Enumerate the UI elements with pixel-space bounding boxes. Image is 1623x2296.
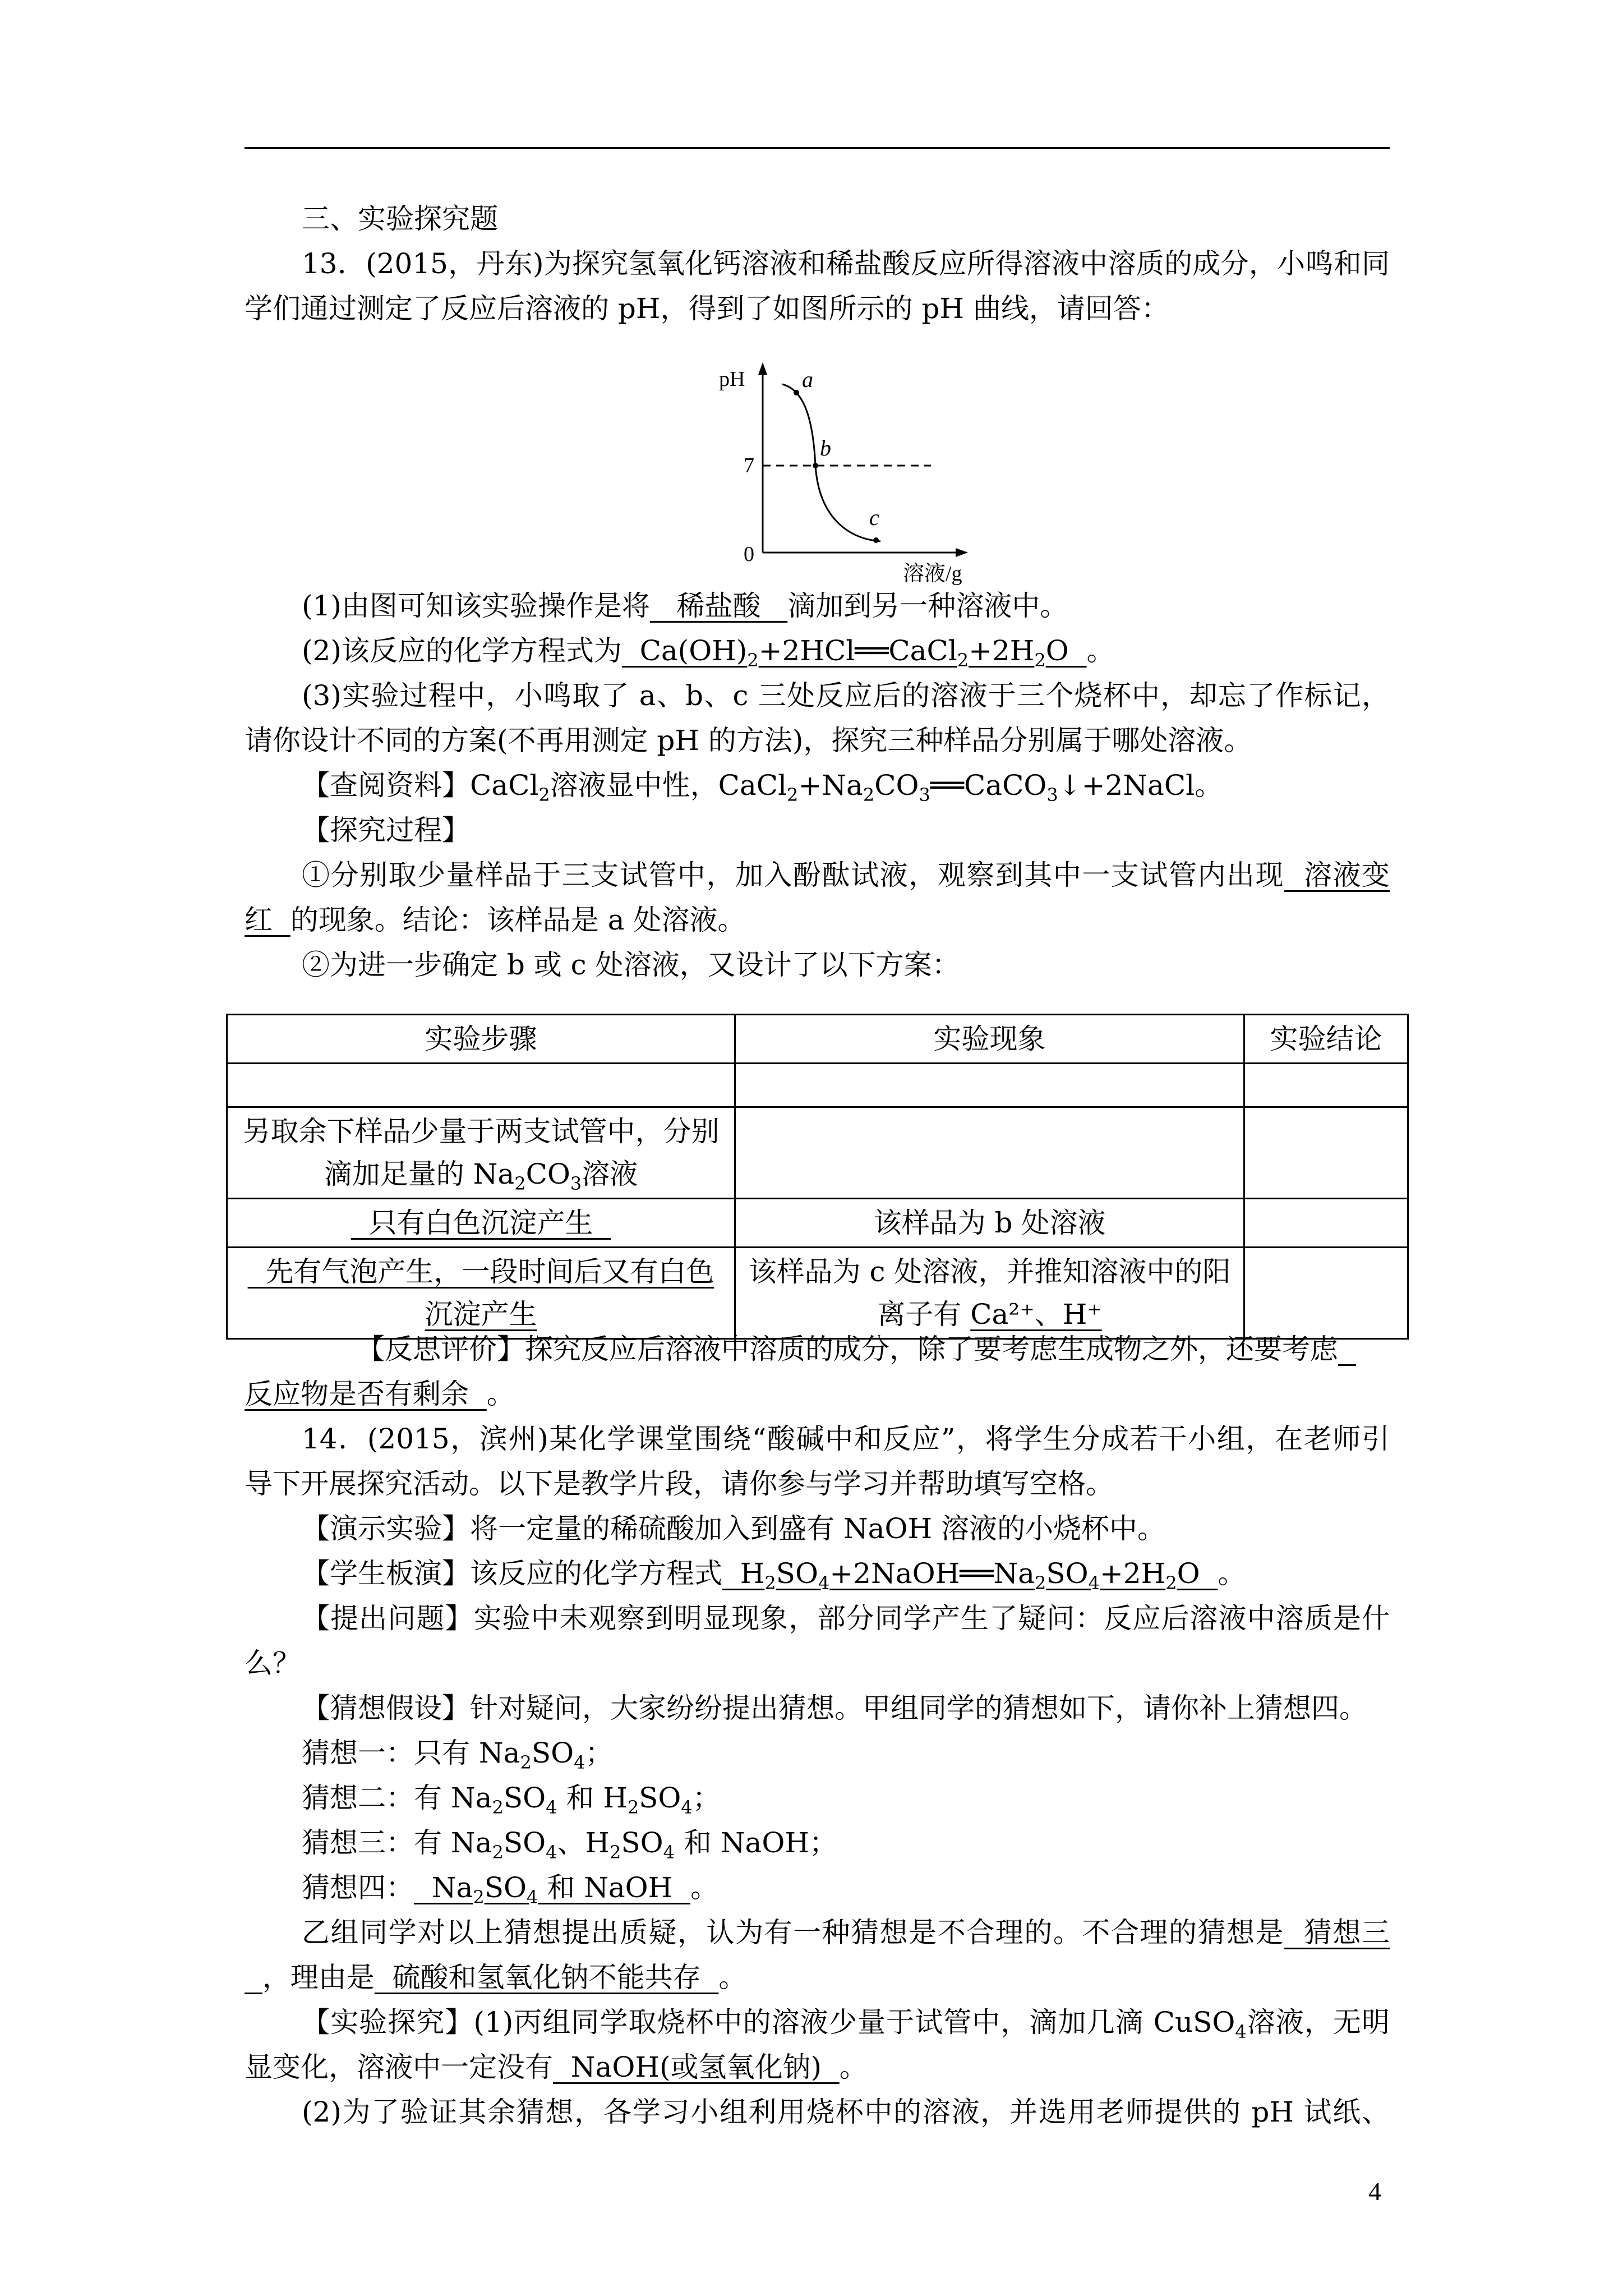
- q14-hypothesis-4-answer: $Na_2SO_4$ 和 NaOH: [414, 1871, 691, 1908]
- ph-curve-svg: [719, 359, 987, 586]
- table-row-step: [227, 1107, 1408, 1199]
- q14-demo: 【演示实验】将一定量的稀硫酸加入到盛有 NaOH 溶液的小烧杯中。: [302, 1512, 1165, 1545]
- section-title: 三、实验探究题: [302, 203, 498, 235]
- x-axis-label: 溶液/g: [903, 562, 962, 586]
- ph-curve: [782, 384, 880, 541]
- q14-hypothesis-3: 猜想三：有 $Na_2SO_4$、$H_2SO_4$ 和 NaOH；: [302, 1826, 837, 1863]
- q14-board: 【学生板演】该反应的化学方程式 $H_2SO_4+2NaOH══Na_2SO_4+2H_2O$ 。: [302, 1557, 1246, 1594]
- table-header-conclusion: 实验结论: [1244, 1015, 1408, 1064]
- q13-reference: 【查阅资料】CaCl$_2$溶液显中性，$CaCl_2+Na_2CO_3══CaCO_3↓+2NaCl$。: [302, 769, 1223, 806]
- q14-hypothesis-intro: 【猜想假设】针对疑问，大家纷纷提出猜想。甲组同学的猜想如下，请你补上猜想四。: [302, 1692, 1367, 1724]
- experiment-table: [226, 1014, 1409, 1340]
- header-rule: [245, 147, 1390, 149]
- q13-reflect-line1: 【反思评价】探究反应后溶液中溶质的成分，除了要考虑生成物之外，还要考虑: [357, 1333, 1338, 1365]
- table-con-c-answer: Ca²⁺、H⁺: [970, 1298, 1102, 1331]
- y-axis-arrow: [758, 362, 767, 375]
- q14-stem-line1: 14．(2015，滨州)某化学课堂围绕“酸碱中和反应”，将学生分成若干小组，在老师引: [302, 1423, 1390, 1455]
- q13-part3-line1: (3)实验过程中，小鸣取了 a、b、c 三处反应后的溶液于三个烧杯中，却忘了作标记，: [302, 679, 1390, 712]
- point-a-marker: [794, 390, 799, 395]
- q13-reflect-answer: 反应物是否有剩余: [245, 1378, 487, 1410]
- table-header-row: [227, 1015, 1408, 1064]
- q14-question-line2: 么？: [245, 1647, 301, 1680]
- q13-step1-line1: ①分别取少量样品于三支试管中，加入酚酞试液，观察到其中一支试管内出现 溶液变: [302, 859, 1390, 891]
- q13-step2: ②为进一步确定 b 或 c 处溶液，又设计了以下方案：: [302, 949, 960, 981]
- point-c-label: c: [869, 505, 879, 530]
- point-c-marker: [873, 537, 879, 543]
- q13-reflect-line2: 反应物是否有剩余 。: [245, 1378, 515, 1410]
- q13-part1: (1)由图可知该实验操作是将 稀盐酸 滴加到另一种溶液中。: [302, 590, 1068, 622]
- q14-explore-answer: NaOH(或氢氧化钠): [553, 2051, 840, 2083]
- q14-board-answer: $H_2SO_4+2NaOH══Na_2SO_4+2H_2O$: [722, 1557, 1218, 1594]
- q14-hypothesis-1: 猜想一：只有 $Na_2SO_4$；: [302, 1737, 614, 1773]
- page-number: 4: [1368, 2177, 1381, 2206]
- table-con-b: 该样品为 b 处溶液: [735, 1199, 1244, 1248]
- q13-step1-answer-b: 红: [245, 904, 291, 936]
- q13-part3-line2: 请你设计不同的方案(不再用测定 pH 的方法)，探究三种样品分别属于哪处溶液。: [245, 724, 1252, 757]
- q14-explore-line2: 显变化，溶液中一定没有 NaOH(或氢氧化钠) 。: [245, 2051, 868, 2083]
- table-obs-c: 先有气泡产生，一段时间后又有白色 沉淀产生: [227, 1248, 735, 1339]
- y-axis-label: pH: [719, 367, 745, 391]
- q14-doubt-answer-a: 猜想三: [1284, 1916, 1390, 1949]
- q13-process-title: 【探究过程】: [302, 814, 470, 846]
- table-header-steps: 实验步骤: [227, 1015, 735, 1064]
- q14-explore-line1: 【实验探究】(1)丙组同学取烧杯中的溶液少量于试管中，滴加几滴 CuSO$_4$溶液，无明: [302, 2006, 1390, 2042]
- q14-doubt-line2: ，理由是 硫酸和氢氧化钠不能共存 。: [262, 1961, 747, 1994]
- ph-curve-graph: [719, 359, 987, 586]
- point-a-label: a: [802, 367, 813, 392]
- q13-part1-answer: 稀盐酸: [649, 590, 788, 622]
- table-con-c: 该样品为 c 处溶液，并推知溶液中的阳 离子有 Ca²⁺、H⁺: [735, 1248, 1244, 1339]
- q14-last-line: (2)为了验证其余猜想，各学习小组利用烧杯中的溶液，并选用老师提供的 pH 试纸、: [302, 2096, 1390, 2128]
- q13-part2: (2)该反应的化学方程式为 $Ca(OH)_2+2HCl══CaCl_2+2H_2O$ 。: [302, 634, 1115, 671]
- q14-hypothesis-2: 猜想二：有 $Na_2SO_4$ 和 $H_2SO_4$；: [302, 1782, 721, 1818]
- table-row-c: [227, 1248, 1408, 1339]
- q14-stem-line2: 导下开展探究活动。以下是教学片段，请你参与学习并帮助填写空格。: [245, 1467, 1114, 1500]
- origin-label: 0: [744, 542, 754, 566]
- table-header-observation: 实验现象: [735, 1015, 1244, 1064]
- point-b-label: b: [820, 435, 831, 461]
- q13-step1-line2: 红 的现象。结论：该样品是 a 处溶液。: [245, 904, 746, 936]
- table-step-cell: 另取余下样品少量于两支试管中，分别 滴加足量的 $Na_2CO_3$溶液: [227, 1107, 735, 1199]
- q13-step1-answer-a: 溶液变: [1284, 859, 1390, 891]
- q13-stem-line2: 学们通过测定了反应后溶液的 pH，得到了如图所示的 pH 曲线，请回答：: [245, 292, 1169, 325]
- ph7-label: 7: [744, 454, 754, 477]
- q13-part2-answer: $Ca(OH)_2+2HCl══CaCl_2+2H_2O$: [621, 634, 1087, 671]
- q14-doubt-answer-b: 硫酸和氢氧化钠不能共存: [374, 1961, 719, 1994]
- point-b-marker: [813, 463, 818, 468]
- table-row-empty: [227, 1064, 1408, 1107]
- x-axis-arrow: [956, 548, 968, 557]
- q14-doubt-line1: 乙组同学对以上猜想提出质疑，认为有一种猜想是不合理的。不合理的猜想是 猜想三: [302, 1916, 1390, 1949]
- q14-hypothesis-4: 猜想四： $Na_2SO_4$ 和 NaOH 。: [302, 1871, 719, 1908]
- q14-question-line1: 【提出问题】实验中未观察到明显现象，部分同学产生了疑问：反应后溶液中溶质是什: [302, 1602, 1390, 1635]
- q13-stem-line1: 13．(2015，丹东)为探究氢氧化钙溶液和稀盐酸反应所得溶液中溶质的成分，小鸣和同: [302, 247, 1390, 280]
- table-obs-b: 只有白色沉淀产生: [227, 1199, 735, 1248]
- table-row-b: [227, 1199, 1408, 1248]
